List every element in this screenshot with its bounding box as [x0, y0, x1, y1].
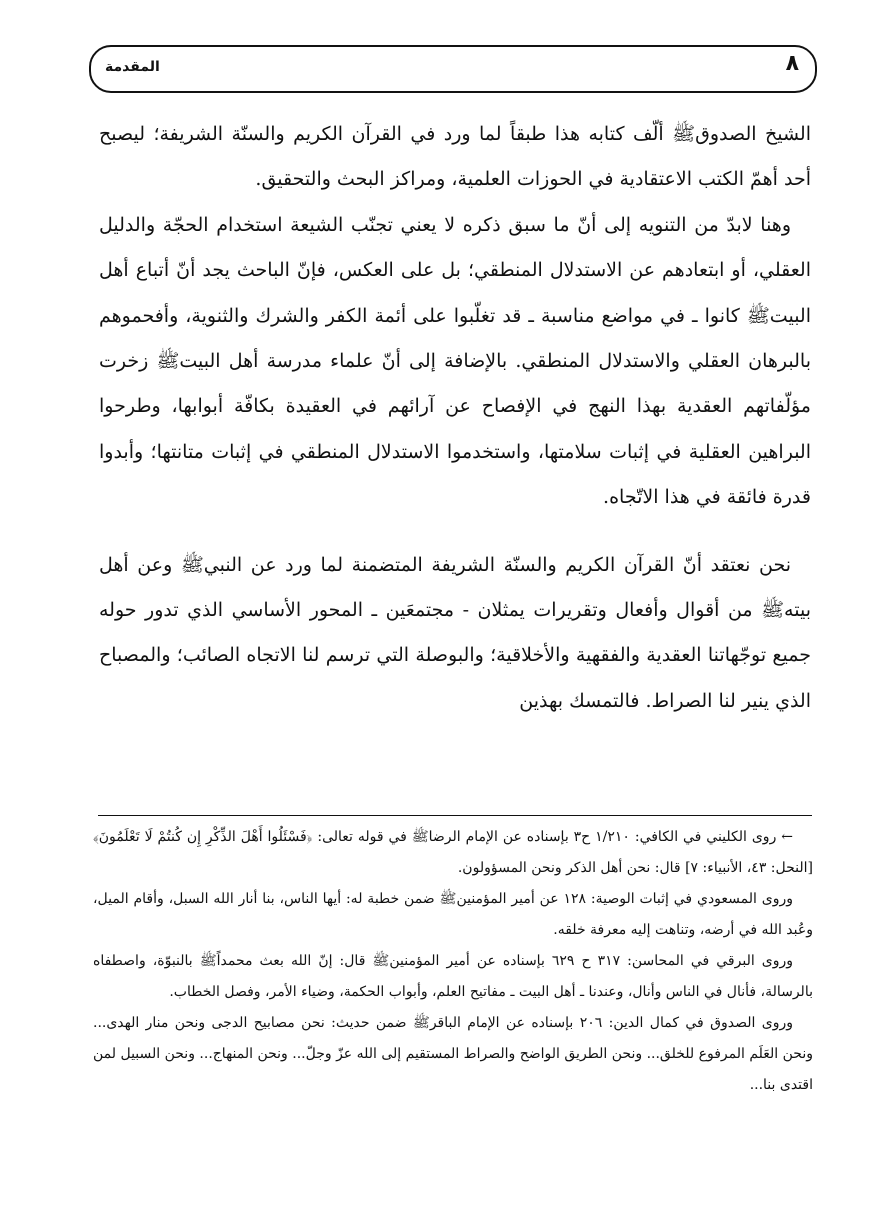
section-title: المقدمة — [105, 59, 160, 75]
footnote-2: وروى المسعودي في إثبات الوصية: ١٢٨ عن أمير المؤمنينﷺ ضمن خطبة له: أيها الناس، بنا أنار الله السبل، وأقام الميل، وعُبد الله في أرضه، وتناهت إليه معرفة خلقه. — [93, 891, 813, 938]
page-number: ٨ — [785, 51, 799, 76]
running-header — [89, 45, 817, 93]
main-text — [99, 112, 811, 724]
paragraph-2: وهنا لابدّ من التنويه إلى أنّ ما سبق ذكره لا يعني تجنّب الشيعة استخدام الحجّة والدليل العقلي، أو ابتعادهم عن الاستدلال المنطقي؛ بل على العكس، فإنّ الباحث يجد أنّ أتباع أهل البيتﷺ كانوا ـ في مواضع مناسبة ـ قد تغلّبوا على أئمة الكفر والشرك والثنوية، وأفحموهم بالبرهان العقلي والاستدلال المنطقي. بالإضافة إلى أنّ علماء مدرسة أهل البيتﷺ زخرت مؤلّفاتهم العقدية بهذا النهج في الإفصاح عن آرائهم في العقيدة بكافّة أبوابها، وطرحوا البراهين العقلية في إثبات سلامتها، واستخدموا الاستدلال المنطقي في إثبات متانتها؛ وأبدوا قدرة فائقة في هذا الاتّجاه. — [99, 213, 811, 509]
footnote-separator — [98, 815, 812, 816]
paragraph-1: الشيخ الصدوقﷺ ألّف كتابه هذا طبقاً لما ورد في القرآن الكريم والسنّة الشريفة؛ ليصبح أحد أهمّ الكتب الاعتقادية في الحوزات العلمية، ومراكز البحث والتحقيق. — [99, 123, 811, 191]
footnote-1: ← روى الكليني في الكافي: ١/٢١٠ ح٣ بإسناده عن الإمام الرضاﷺ في قوله تعالى: ﴿فَسْئَلُوا أَهْلَ الذِّكْرِ إِن كُنتُمْ لَا تَعْلَمُونَ﴾ [النحل: ٤٣، الأنبياء: ٧] قال: نحن أهل الذكر ونحن المسؤولون. — [93, 829, 813, 876]
footnotes — [93, 822, 813, 1101]
paragraph-3: نحن نعتقد أنّ القرآن الكريم والسنّة الشريفة المتضمنة لما ورد عن النبيﷺ وعن أهل بيتهﷺ من أقوال وأفعال وتقريرات يمثلان - مجتمعَين ـ المحور الأساسي الذي تدور حوله جميع توجّهاتنا العقدية والفقهية والأخلاقية؛ والبوصلة التي ترسم لنا الاتجاه الصائب؛ والمصباح الذي ينير لنا الصراط. فالتمسك بهذين — [99, 553, 811, 712]
footnote-3: وروى البرقي في المحاسن: ٣١٧ ح ٦٢٩ بإسناده عن أمير المؤمنينﷺ قال: إنّ الله بعث محمداًﷺ بالنبوّة، واصطفاه بالرسالة، فأنال في الناس وأنال، وعندنا ـ أهل البيت ـ مفاتيح العلم، وأبواب الحكمة، وضياء الأمر، وفصل الخطاب. — [93, 953, 813, 1000]
footnote-4: وروى الصدوق في كمال الدين: ٢٠٦ بإسناده عن الإمام الباقرﷺ ضمن حديث: نحن مصابيح الدجى ونحن منار الهدى... ونحن العَلَم المرفوع للخلق... ونحن الطريق الواضح والصراط المستقيم إلى الله عزّ وجلّ... ونحن المنهاج... ونحن السبيل لمن اقتدى بنا... — [93, 1015, 813, 1093]
